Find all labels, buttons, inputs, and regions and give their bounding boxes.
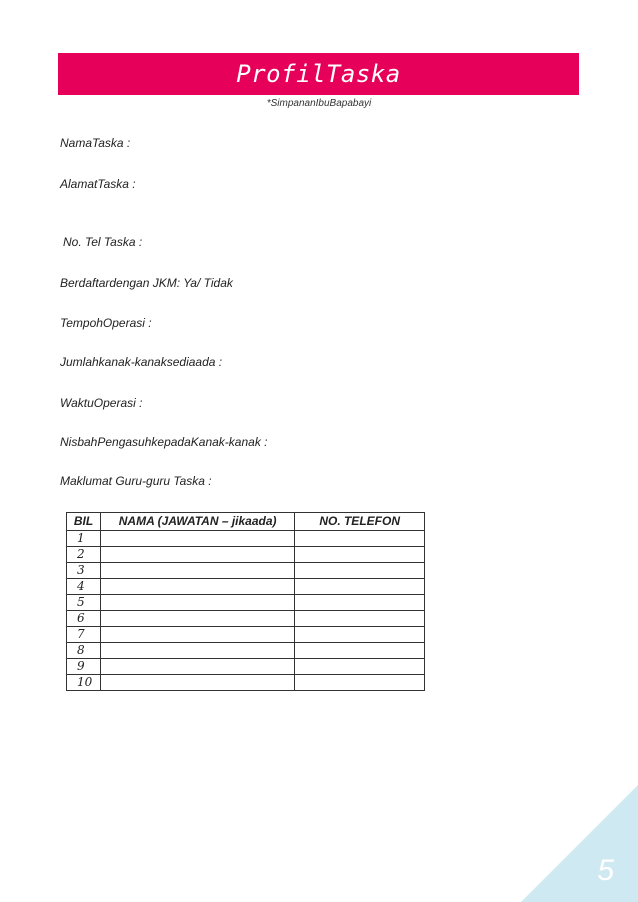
row-telefon-cell[interactable] [295, 627, 425, 643]
field-no-tel: No. Tel Taska : [63, 235, 143, 249]
row-telefon-cell[interactable] [295, 563, 425, 579]
corner-triangle [521, 785, 638, 902]
table-row [67, 595, 425, 611]
row-telefon-cell[interactable] [295, 579, 425, 595]
row-number: 3 [67, 563, 101, 579]
row-telefon-cell[interactable] [295, 611, 425, 627]
field-berdaftar-jkm: Berdaftardengan JKM: Ya/ Tidak [60, 276, 233, 290]
table-row [67, 627, 425, 643]
field-tempoh-operasi: TempohOperasi : [60, 316, 152, 330]
field-waktu-operasi: WaktuOperasi : [60, 396, 143, 410]
page-number: 5 [597, 854, 614, 887]
row-number: 10 [67, 675, 101, 691]
row-number: 1 [67, 531, 101, 547]
row-nama-cell[interactable] [100, 547, 294, 563]
row-nama-cell[interactable] [100, 611, 294, 627]
row-nama-cell[interactable] [100, 595, 294, 611]
table-row [67, 579, 425, 595]
table-row [67, 531, 425, 547]
row-number: 5 [67, 595, 101, 611]
row-number: 7 [67, 627, 101, 643]
row-number: 8 [67, 643, 101, 659]
row-telefon-cell[interactable] [295, 643, 425, 659]
row-nama-cell[interactable] [100, 627, 294, 643]
row-nama-cell[interactable] [100, 579, 294, 595]
row-telefon-cell[interactable] [295, 659, 425, 675]
header-telefon: NO. TELEFON [295, 513, 425, 531]
table-row [67, 675, 425, 691]
row-telefon-cell[interactable] [295, 531, 425, 547]
page-title: ProfilTaska [236, 60, 401, 88]
row-telefon-cell[interactable] [295, 547, 425, 563]
row-number: 6 [67, 611, 101, 627]
field-nama-taska: NamaTaska : [60, 136, 131, 150]
table-header-row [67, 513, 425, 531]
row-nama-cell[interactable] [100, 563, 294, 579]
row-telefon-cell[interactable] [295, 675, 425, 691]
row-nama-cell[interactable] [100, 659, 294, 675]
field-nisbah: NisbahPengasuhkepadaKanak-kanak : [60, 435, 268, 449]
header-bil: BIL [67, 513, 101, 531]
header-nama: NAMA (JAWATAN – jikaada) [100, 513, 294, 531]
staff-table [66, 512, 425, 691]
row-number: 9 [67, 659, 101, 675]
table-row [67, 563, 425, 579]
row-telefon-cell[interactable] [295, 595, 425, 611]
field-jumlah-kanak: Jumlahkanak-kanaksediaada : [60, 355, 223, 369]
field-alamat-taska: AlamatTaska : [60, 177, 136, 191]
field-maklumat-guru: Maklumat Guru-guru Taska : [60, 474, 212, 488]
row-number: 4 [67, 579, 101, 595]
table-row [67, 659, 425, 675]
row-nama-cell[interactable] [100, 675, 294, 691]
page-subtitle: *SimpananIbuBapabayi [266, 98, 372, 109]
row-number: 2 [67, 547, 101, 563]
title-banner [58, 53, 579, 95]
table-row [67, 611, 425, 627]
row-nama-cell[interactable] [100, 531, 294, 547]
row-nama-cell[interactable] [100, 643, 294, 659]
table-row [67, 643, 425, 659]
table-row [67, 547, 425, 563]
